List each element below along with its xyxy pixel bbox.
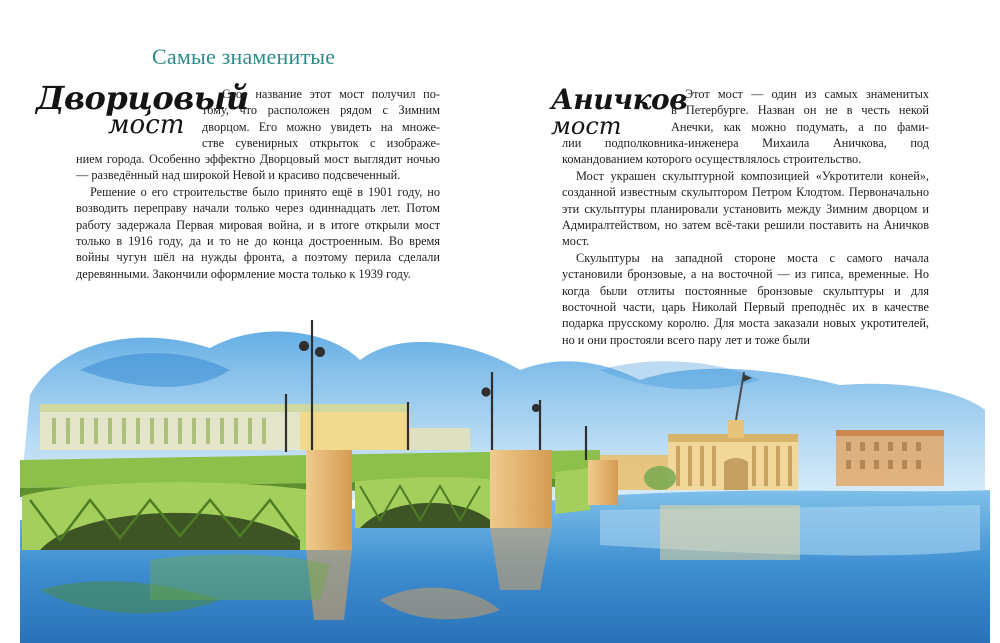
- left-intro-line-4: стве сувенирных открыток с изображе-: [202, 136, 440, 151]
- left-intro-block: [202, 86, 440, 152]
- right-paragraph-2: Мост украшен скульптурной композицией «Укротители коней», созданной известным скульптором Петром Клодтом. Первоначально эти скульптуры планировали установить между Зимним дворцом и Адмиралтейством, но затем всё-таки решили поставить на Аничков мост.: [562, 168, 929, 249]
- heading-right-line2: мост: [551, 112, 622, 140]
- left-intro-line-3: дворцом. Его можно увидеть на множе-: [202, 119, 440, 134]
- right-intro-tail: лии подполковника-инженера Михаила Аничкова, под командованием которого осуществлялось строительство.: [562, 136, 929, 167]
- right-paragraph-3: Скульптуры на западной стороне моста с самого начала установили бронзовые, а на восточной — из гипса, временные. Но когда были отлиты постоянные бронзовые скульптуры и для восточной части, царь Николай Первый преподнёс их в качестве подарка прусскому королю. Для моста заказали новых укротителей, но и они простояли всего пару лет и тоже были: [562, 250, 929, 347]
- heading-right-line1: Аничков: [551, 83, 688, 116]
- left-intro-line-1: Свое название этот мост получил по-: [222, 87, 440, 101]
- right-intro-line-1: Этот мост — один из самых знаменитых: [685, 87, 929, 101]
- heading-left-line1: Дворцовый: [36, 79, 249, 117]
- left-main-text: [76, 151, 440, 282]
- right-intro-block: [671, 86, 929, 135]
- right-intro-line-3: Анечки, как можно подумать, а по фами-: [671, 119, 929, 134]
- left-paragraph-2: Решение о его строительстве было принято ещё в 1901 году, но возводить переправу начали только через одиннадцать лет. Потом работу задержала Первая мировая война, и в итоге открыли мост только в 1916 году, да и то не до конца достроенным. Во время войны чугун шёл на нужды фронта, а поэтому перила сделали деревянными. Закончили оформление моста только к 1939 году.: [76, 184, 440, 281]
- chapter-title: Самые знаменитые: [152, 44, 336, 69]
- heading-anichkov-most: [551, 83, 688, 140]
- right-intro-line-2: в Петербурге. Назван он не в честь некой: [671, 103, 929, 118]
- left-intro-line-2: тому, что расположен рядом с Зимним: [202, 103, 440, 118]
- watercolor-illustration: [0, 300, 1000, 643]
- heading-left-line2: мост: [108, 110, 185, 140]
- winter-palace-embankment: [40, 404, 470, 450]
- left-intro-tail: нием города. Особенно эффектно Дворцовый мост выглядит ночью — разведённый над широкой Невой и красиво подсвеченный.: [76, 152, 440, 183]
